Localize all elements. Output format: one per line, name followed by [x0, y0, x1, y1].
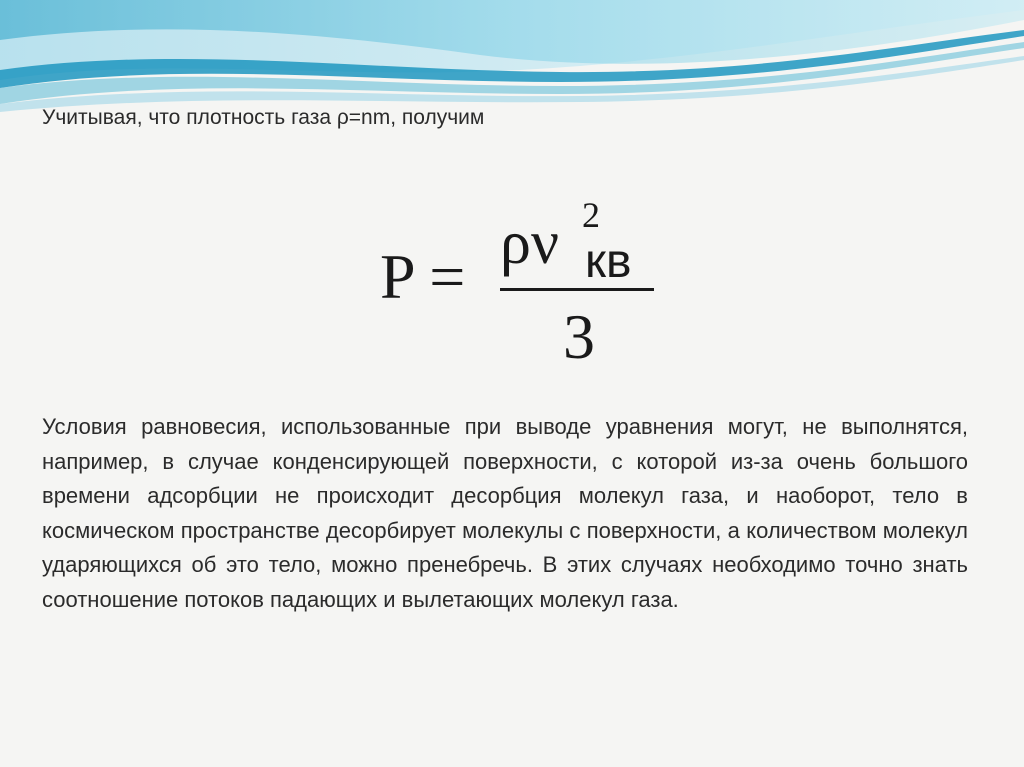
intro-text: Учитывая, что плотность газа ρ=nm, получим: [42, 106, 485, 129]
pressure-formula: [380, 190, 680, 380]
header-wave-decoration: [0, 0, 1024, 115]
formula-lhs: P =: [380, 241, 466, 312]
formula-denominator: 3: [563, 301, 595, 372]
body-paragraph: Условия равновесия, использованные при выводе уравнения могут, не выполнятся, например, в случае конденсирующей поверхности, с которой из-за очень большого времени адсорбции не происходит десорбция молекул газа, и наоборот, тело в космическом пространстве десорбирует молекулы с поверхности, а количеством молекул ударяющихся об это тело, можно пренебречь. В этих случаях необходимо точно знать соотношение потоков падающих и вылетающих молекул газа.: [42, 414, 968, 612]
formula-subscript: кв: [585, 235, 632, 288]
formula-numerator: ρν: [500, 209, 559, 277]
formula-superscript: 2: [582, 195, 600, 235]
fraction-bar: [500, 288, 654, 291]
